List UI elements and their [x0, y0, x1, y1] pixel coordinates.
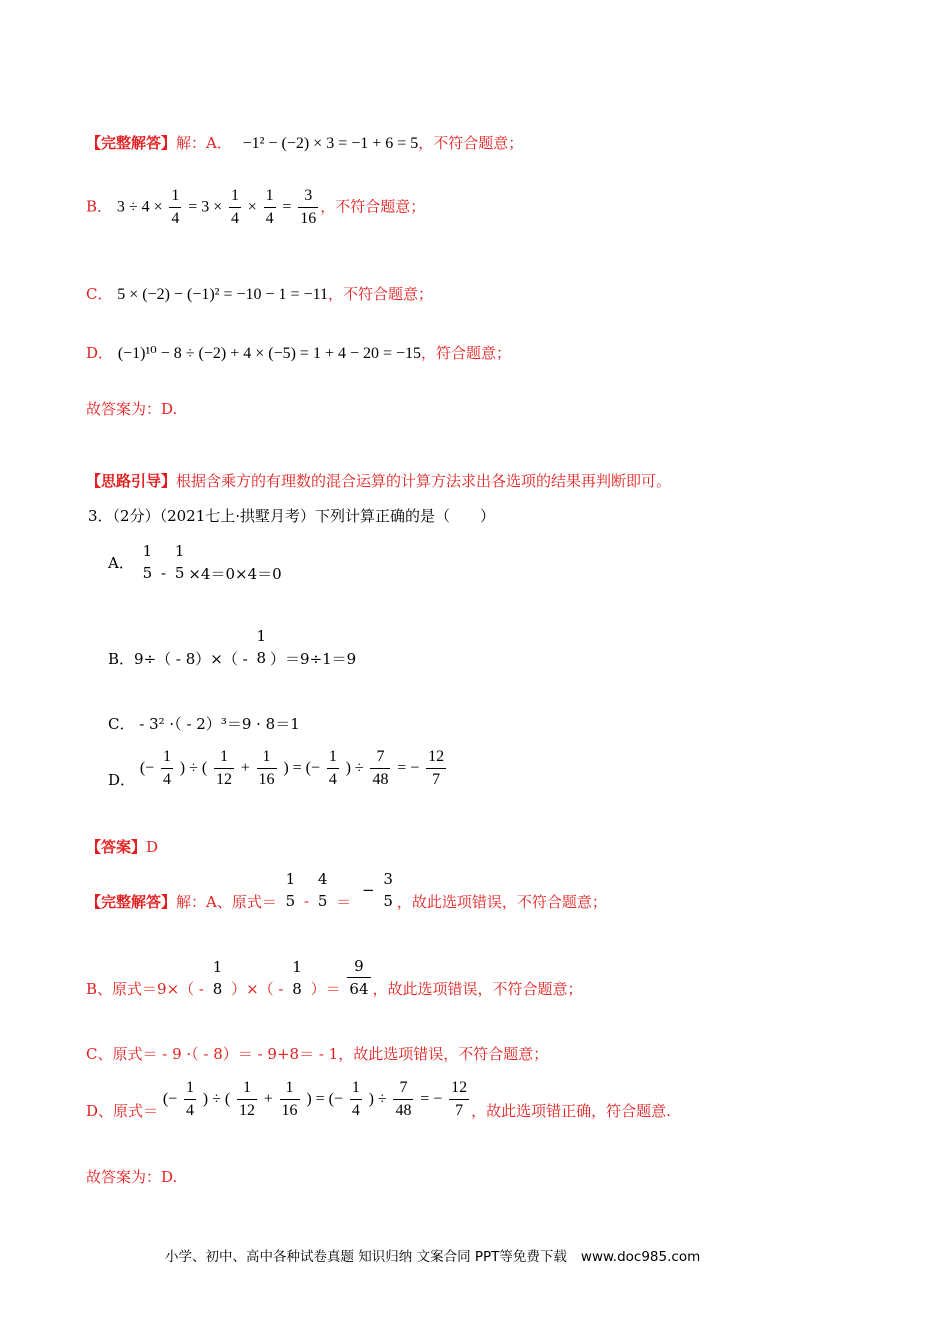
prev-solution-b-math-mid1: = 3 × [188, 198, 223, 216]
solution-a-intro: 解：A、原式＝ [176, 892, 277, 911]
prev-solution-a-line [86, 132, 523, 153]
prev-solution-c-line [86, 283, 433, 304]
fraction: 1 5 [285, 870, 296, 910]
prev-solution-d-math: (−1)¹⁰ − 8 ÷ (−2) + 4 × (−5) = 1 + 4 − 20 = −15 [117, 345, 422, 362]
prev-hint-line [86, 470, 671, 491]
fraction: 1 8 [292, 957, 302, 998]
prev-solution-d-line [86, 342, 511, 363]
solution-d-math-part: ) = (− [306, 1090, 344, 1108]
prev-hint-label: 【思路引导】 [86, 472, 177, 490]
fraction: $\frac{1}{4}$ [184, 1077, 196, 1122]
solution-a-part: − [361, 881, 375, 899]
fraction: $\frac{1}{12}$ [214, 746, 234, 791]
option-b-prefix: B．9÷（ - 8）×（ - [108, 649, 248, 668]
option-d-math-part: + [240, 759, 250, 777]
option-d-math-part: = − [397, 759, 420, 777]
solution-d-math-part: = − [420, 1090, 443, 1108]
option-a [108, 540, 282, 584]
solution-b-tail: ，故此选项错误，不符合题意； [372, 980, 583, 998]
prev-solution-b-tail: ，不符合题意； [320, 197, 426, 216]
fraction: $\frac{1}{4}$ [229, 185, 241, 230]
prev-solution-c-prefix: C． [86, 285, 113, 303]
fraction: 1 5 [174, 542, 185, 582]
prev-solution-answer: 故答案为：D. [86, 400, 178, 418]
fraction: $\frac{7}{48}$ [393, 1077, 413, 1122]
solution-b-intro: B、原式＝9×（ - [86, 980, 204, 998]
prev-solution-c-math: 5 × (−2) − (−1)² = −10 − 1 = −11 [117, 286, 328, 303]
solution-answer: 故答案为：D. [86, 1168, 178, 1186]
option-d-math-part: ) ÷ [345, 759, 364, 777]
solution-b-part: ）＝ [310, 980, 341, 998]
fraction: $\frac{1}{4}$ [161, 746, 173, 791]
fraction: $\frac{1}{4}$ [169, 185, 181, 230]
prev-solution-b-math-mid2: × [247, 198, 257, 216]
question-stem: 3．（2分）（2021七上·拱墅月考）下列计算正确的是（ ） [88, 507, 496, 525]
prev-solution-c-tail: ，不符合题意； [328, 285, 434, 303]
solution-d-tail: ，故此选项错正确，符合题意. [471, 1102, 671, 1120]
option-d-math-part: ) ÷ ( [179, 759, 208, 777]
option-a-prefix: A． [108, 553, 134, 572]
prev-hint-text: 根据含乘方的有理数的混合运算的计算方法求出各选项的结果再判断即可。 [176, 472, 672, 490]
prev-solution-label: 【完整解答】 [86, 134, 177, 152]
fraction: $\frac{1}{12}$ [237, 1077, 257, 1122]
prev-solution-a-tail: ，不符合题意； [418, 134, 524, 152]
option-c: C． - 3² ·（ - 2）³＝9 · 8＝1 [108, 715, 300, 733]
solution-d-intro: D、原式＝ [86, 1102, 159, 1120]
solution-d-line [86, 1077, 671, 1122]
footer-text: 小学、初中、高中各种试卷真题 知识归纳 文案合同 PPT等免费下载 [165, 1249, 567, 1265]
fraction: 4 5 [317, 870, 328, 910]
solution-d-math-part: ) ÷ [368, 1090, 387, 1108]
solution-c-line: C、原式＝ - 9 ·（ - 8）＝ - 9+8＝ - 1，故此选项错误，不符合题意； [86, 1045, 549, 1063]
fraction: 1 5 [142, 542, 153, 582]
answer-line [86, 836, 158, 857]
solution-a-tail: ，故此选项错误，不符合题意； [396, 892, 607, 911]
fraction: $\frac{1}{4}$ [264, 185, 276, 230]
fraction: 1 8 [256, 627, 267, 667]
answer-label: 【答案】 [86, 838, 147, 856]
solution-b-part: ）×（ - [231, 980, 284, 998]
fraction: $\frac{1}{4}$ [350, 1077, 362, 1122]
fraction: 3 5 [383, 870, 393, 910]
solution-d-math-part: (− [162, 1090, 178, 1108]
footer-url[interactable]: www.doc985.com [580, 1249, 701, 1265]
prev-solution-d-prefix: D． [86, 344, 114, 362]
solution-a-line [86, 868, 607, 912]
fraction: $\frac{1}{4}$ [327, 746, 339, 791]
solution-a-part: ＝ [336, 892, 352, 911]
fraction: $\frac{3}{16}$ [298, 185, 318, 230]
prev-solution-b-math-eq: = [282, 198, 292, 216]
fraction: $\frac{12}{7}$ [426, 746, 446, 791]
prev-solution-intro: 解：A． [176, 134, 232, 152]
option-a-minus: - [160, 564, 167, 582]
fraction: 1 8 [212, 957, 223, 998]
solution-b-line [86, 955, 583, 1000]
prev-solution-b-line [86, 185, 425, 230]
solution-label: 【完整解答】 [86, 892, 177, 911]
option-a-tail: ×4＝0×4＝0 [188, 564, 282, 583]
option-d [108, 746, 448, 791]
option-b-tail: ）＝9÷1＝9 [270, 649, 357, 668]
option-b [108, 625, 356, 669]
solution-a-part: - [303, 892, 310, 910]
fraction: $\frac{1}{16}$ [257, 746, 277, 791]
prev-solution-a-math: −1² − (−2) × 3 = −1 + 6 = 5 [242, 135, 419, 152]
page-footer [165, 1245, 700, 1265]
solution-d-math-part: ) ÷ ( [202, 1090, 231, 1108]
fraction: $\frac{1}{16}$ [280, 1077, 300, 1122]
fraction: $\frac{7}{48}$ [370, 746, 390, 791]
prev-solution-b-math-lead: 3 ÷ 4 × [116, 198, 163, 216]
solution-d-math-part: + [263, 1090, 273, 1108]
option-d-math-part: ) = (− [283, 759, 321, 777]
fraction: $\frac{9}{64}$ [349, 957, 369, 998]
prev-solution-d-tail: ，符合题意； [421, 344, 512, 362]
option-d-math-part: (− [139, 759, 155, 777]
option-d-prefix: D． [108, 771, 136, 789]
answer-value: D [146, 838, 159, 856]
fraction: $\frac{12}{7}$ [449, 1077, 469, 1122]
prev-solution-b-prefix: B． [86, 197, 113, 216]
